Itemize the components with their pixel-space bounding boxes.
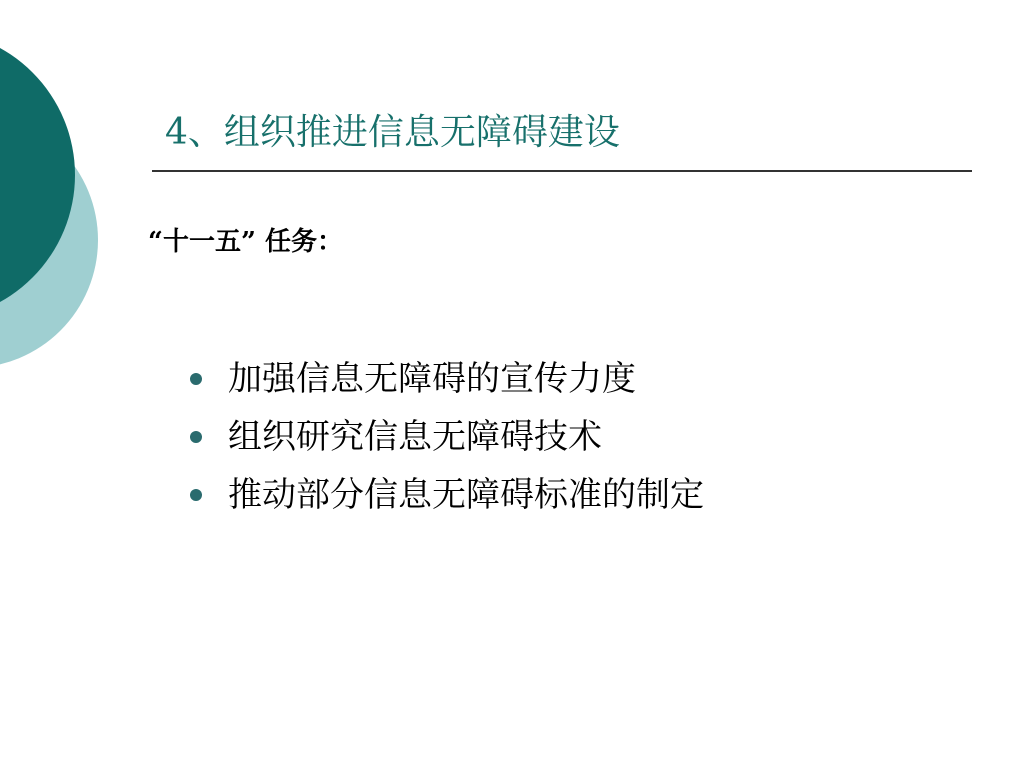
bullet-dot-icon — [190, 373, 202, 385]
bullet-text: 组织研究信息无障碍技术 — [228, 417, 602, 457]
title-divider — [152, 170, 972, 172]
bullet-item — [190, 350, 704, 408]
section-subtitle: “十一五” 任务： — [148, 227, 343, 257]
decorative-circles — [0, 0, 120, 410]
slide-title: 4、组织推进信息无障碍建设 — [165, 112, 620, 153]
bullet-text: 加强信息无障碍的宣传力度 — [228, 359, 636, 399]
bullet-text: 推动部分信息无障碍标准的制定 — [228, 475, 704, 515]
bullet-dot-icon — [190, 489, 202, 501]
bullet-list — [190, 350, 704, 524]
bullet-item — [190, 466, 704, 524]
bullet-item — [190, 408, 704, 466]
bullet-dot-icon — [190, 431, 202, 443]
